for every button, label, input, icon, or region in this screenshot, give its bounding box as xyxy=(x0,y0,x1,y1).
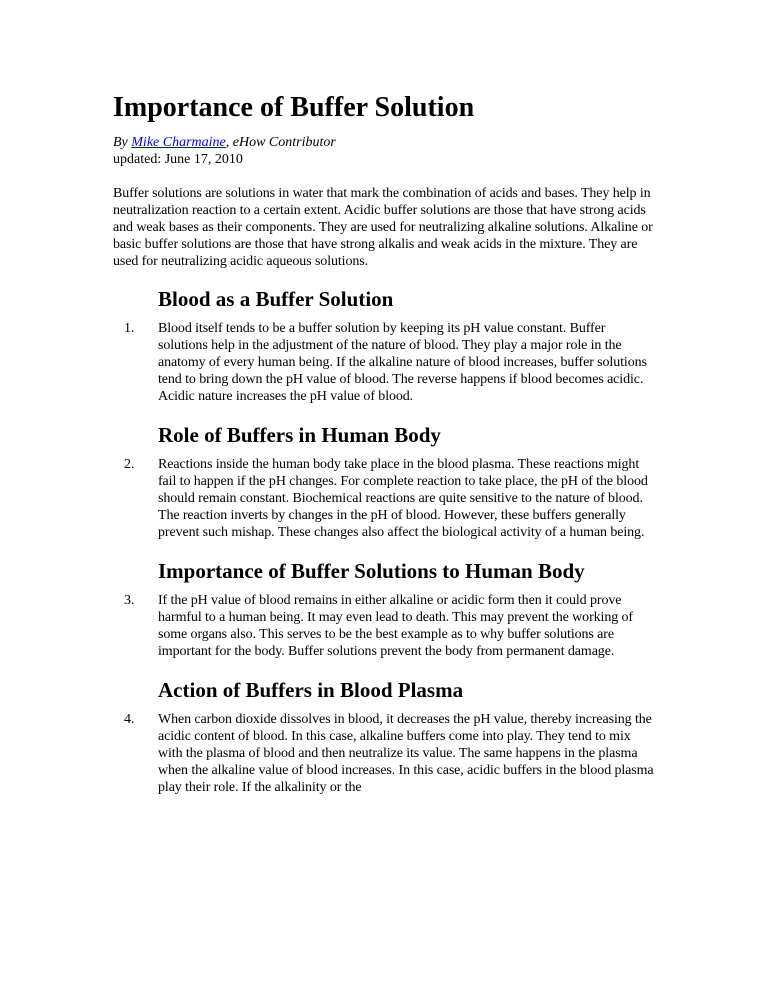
section-blood-as-buffer xyxy=(113,286,658,405)
section-heading: Importance of Buffer Solutions to Human Body xyxy=(158,559,585,583)
section-heading: Action of Buffers in Blood Plasma xyxy=(158,678,464,702)
list-number: 3. xyxy=(124,593,135,608)
list-item xyxy=(124,592,658,660)
byline-prefix: By xyxy=(113,135,132,150)
section-action-in-plasma xyxy=(113,677,658,796)
list-item-text: If the pH value of blood remains in either alkaline or acidic form then it could prove harmful to a human being. It may even lead to death. This may prevent the working of some organs also. This serves to be the best example as to why buffer solutions are important for the body. Buffer solutions prevent the body from permanent damage. xyxy=(158,593,633,659)
list-item-text: Reactions inside the human body take place in the blood plasma. These reactions might fail to happen if the pH changes. For complete reaction to take place, the pH of the blood should remain constant. Biochemical reactions are quite sensitive to the nature of blood. The reaction inverts by changes in the pH of blood. However, these buffers generally prevent such mishap. These changes also affect the biological activity of a human being. xyxy=(158,457,648,540)
section-heading: Role of Buffers in Human Body xyxy=(158,423,441,447)
list-item-text: When carbon dioxide dissolves in blood, it decreases the pH value, thereby increasing the acidic content of blood. In this case, alkaline buffers come into play. They tend to mix with the plasma of blood and then neutralize its value. The same happens in the plasma when the alkaline value of blood increases. In this case, acidic buffers in the blood plasma play their role. If the alkalinity or the xyxy=(158,712,654,795)
list-item-text: Blood itself tends to be a buffer solution by keeping its pH value constant. Buffer solutions help in the adjustment of the nature of blood. They play a major role in the anatomy of every human being. If the alkaline nature of blood increases, buffer solutions tend to bring down the pH value of blood. The reverse happens if blood becomes acidic. Acidic nature increases the pH value of blood. xyxy=(158,321,647,404)
intro-paragraph: Buffer solutions are solutions in water that mark the combination of acids and bases. They help in neutralization reaction to a certain extent. Acidic buffer solutions are those that have strong acids and weak bases as their components. They are used for neutralizing alkaline solutions. Alkaline or basic buffer solutions are those that have strong alkalis and weak acids in the mixture. They are used for neutralizing acidic aqueous solutions. xyxy=(113,186,653,269)
byline xyxy=(113,134,658,151)
section-role-of-buffers xyxy=(113,422,658,541)
list-item xyxy=(124,456,658,541)
byline-suffix: , eHow Contributor xyxy=(225,135,336,150)
document-page xyxy=(113,90,658,813)
list-number: 1. xyxy=(124,321,135,336)
list-number: 2. xyxy=(124,457,135,472)
list-item xyxy=(124,711,658,796)
list-item xyxy=(124,320,658,405)
section-heading: Blood as a Buffer Solution xyxy=(158,287,394,311)
page-title: Importance of Buffer Solution xyxy=(113,92,475,123)
updated-date: updated: June 17, 2010 xyxy=(113,152,243,167)
author-link[interactable]: Mike Charmaine xyxy=(131,135,226,150)
list-number: 4. xyxy=(124,712,135,727)
section-importance-to-body xyxy=(113,558,658,660)
